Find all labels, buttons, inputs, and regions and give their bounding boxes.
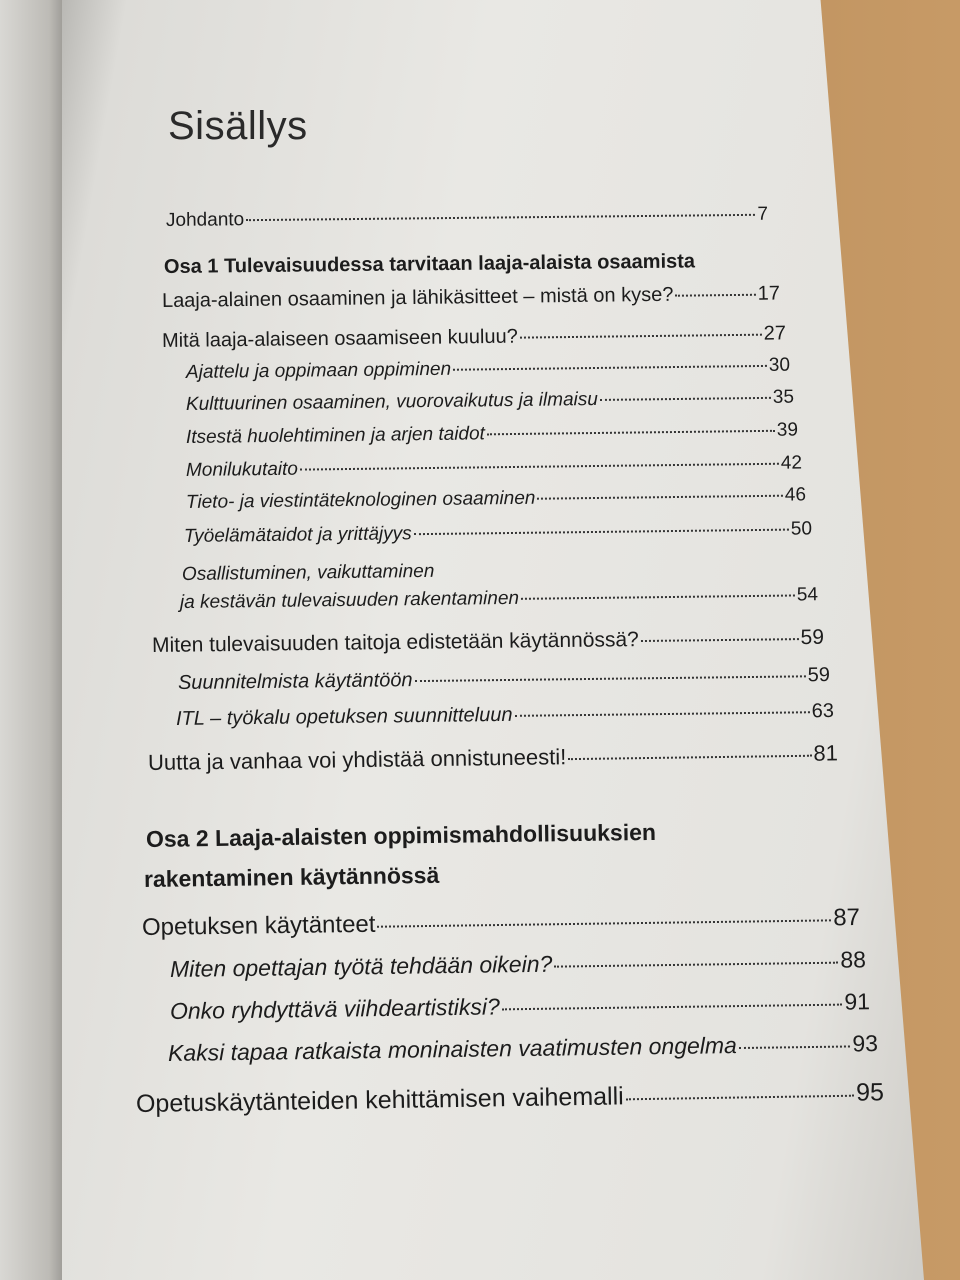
toc-entry-label: Laaja-alainen osaaminen ja lähikäsitteet – mistä on kyse? <box>161 283 674 312</box>
dot-leader <box>515 711 810 717</box>
toc-entry <box>166 204 768 232</box>
toc-entry-page: 63 <box>811 699 835 723</box>
part-heading-line2: rakentaminen käytännössä <box>143 861 440 892</box>
toc-entry <box>162 322 786 353</box>
toc-entry-page: 59 <box>807 664 831 687</box>
toc-entry-label: Miten opettajan työtä tehdään oikein? <box>169 950 553 982</box>
dot-leader <box>415 675 806 682</box>
toc-entry <box>186 452 802 482</box>
toc-entry-label: ITL – työkalu opetuksen suunnitteluun <box>175 703 513 730</box>
toc-entry-label: Ajattelu ja oppimaan oppiminen <box>185 358 452 383</box>
toc-entry-page: 7 <box>757 203 769 225</box>
toc-entry <box>136 1078 884 1119</box>
toc-entry-label-line1: Osallistuminen, vaikuttaminen <box>181 560 435 585</box>
toc-entry <box>180 584 818 614</box>
dot-leader <box>502 1004 843 1011</box>
toc-entry-page: 35 <box>772 386 795 408</box>
toc-entry <box>186 484 806 514</box>
toc-entry-label: Kulttuurinen osaaminen, vuorovaikutus ja ilmaisu <box>185 388 598 415</box>
toc-entry-page: 30 <box>768 354 791 376</box>
part-heading: Osa 1 Tulevaisuudessa tarvitaan laaja-alaista osaamista <box>163 250 696 278</box>
toc-entry-page: 39 <box>776 419 799 441</box>
dot-leader <box>453 365 767 371</box>
toc-entry-page: 42 <box>780 452 803 474</box>
dot-leader <box>554 962 838 968</box>
part-heading-line1: Osa 2 Laaja-alaisten oppimismahdollisuuksien <box>145 818 657 852</box>
toc-entry <box>176 700 834 731</box>
page-title: Sisällys <box>168 104 308 148</box>
toc-entry-label: Kaksi tapaa ratkaista moninaisten vaatimusten ongelma <box>167 1032 738 1066</box>
dot-leader <box>246 214 755 221</box>
dot-leader <box>641 638 799 642</box>
toc-entry <box>184 518 812 548</box>
toc-entry <box>142 904 860 942</box>
toc-entry <box>152 626 824 658</box>
toc-entry-label: Opetuksen käytänteet <box>141 910 376 941</box>
dot-leader <box>568 755 811 760</box>
toc-entry-page: 59 <box>800 625 825 650</box>
toc-entry-page: 81 <box>813 740 839 766</box>
toc-entry <box>170 946 866 983</box>
dot-leader <box>521 594 795 599</box>
toc-entry-label: Suunnitelmista käytäntöön <box>177 669 413 694</box>
toc-entry-page: 50 <box>790 518 813 540</box>
toc-entry <box>186 420 798 449</box>
toc-entry-page: 87 <box>833 903 861 932</box>
toc-entry <box>162 282 780 313</box>
dot-leader <box>675 294 755 297</box>
toc-entry <box>186 387 794 416</box>
toc-entry-label: Johdanto <box>165 209 245 231</box>
dot-leader <box>377 919 831 927</box>
toc-entry-page: 88 <box>840 946 867 973</box>
toc-entry-page: 54 <box>796 584 819 606</box>
toc-entry-label: Monilukutaito <box>185 458 299 481</box>
toc-entry-label: Työelämätaidot ja yrittäjyys <box>183 523 412 547</box>
dot-leader <box>520 334 762 339</box>
toc-entry <box>168 1030 878 1067</box>
toc-entry <box>148 740 838 776</box>
dot-leader <box>300 463 779 471</box>
toc-entry <box>178 664 830 695</box>
dot-leader <box>600 397 771 401</box>
toc-entry-page: 93 <box>852 1030 879 1057</box>
toc-entry-page: 91 <box>844 988 871 1015</box>
toc-entry-label: Uutta ja vanhaa voi yhdistää onnistuneesti! <box>147 744 567 775</box>
dot-leader <box>537 495 782 500</box>
toc-entry-page: 27 <box>763 322 787 345</box>
toc-entry-label: Itsestä huolehtiminen ja arjen taidot <box>185 423 486 448</box>
toc-entry-page: 95 <box>855 1078 885 1107</box>
dot-leader <box>414 529 789 536</box>
toc-entry-label: ja kestävän tulevaisuuden rakentaminen <box>179 587 520 613</box>
dot-leader <box>739 1045 850 1049</box>
toc-entry <box>186 355 790 384</box>
dot-leader <box>487 430 775 436</box>
toc-entry-label: Mitä laaja-alaiseen osaamiseen kuuluu? <box>161 325 518 352</box>
toc-entry <box>170 988 870 1025</box>
toc-entry-label: Opetuskäytänteiden kehittämisen vaihemalli <box>135 1082 624 1118</box>
toc-entry-page: 46 <box>784 484 807 506</box>
toc-entry-label: Onko ryhdyttävä viihdeartistiksi? <box>169 993 500 1024</box>
toc-entry-label: Tieto- ja viestintäteknologinen osaaminen <box>185 487 536 513</box>
dot-leader <box>626 1095 854 1101</box>
toc-entry-label: Miten tulevaisuuden taitoja edistetään käytännössä? <box>151 628 639 657</box>
toc-entry-page: 17 <box>757 282 781 305</box>
